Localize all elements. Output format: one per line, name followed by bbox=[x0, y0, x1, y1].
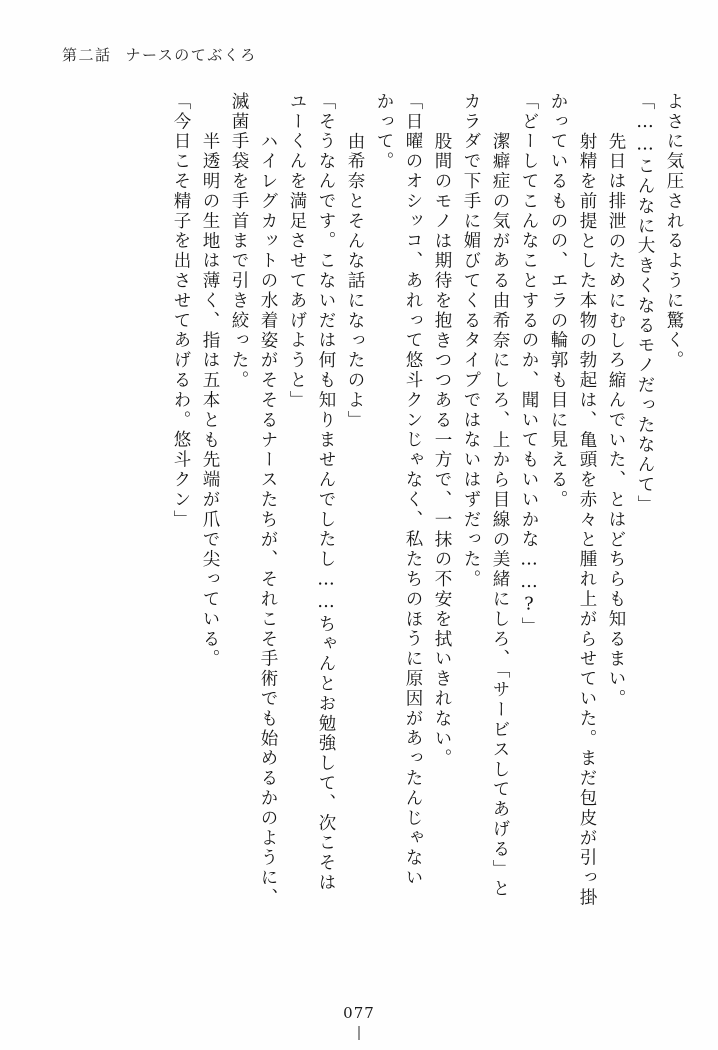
text-line: ユーくんを満足させてあげようと」 bbox=[287, 92, 307, 411]
text-line: ハイレグカットの水着姿がそそるナースたちが、それこそ手術でも始めるかのように、 bbox=[258, 112, 278, 908]
text-line: 潔癖症の気がある由希奈にしろ、上から目線の美緒にしろ、「サービスしてあげる」と bbox=[490, 112, 510, 900]
text-line: 「……こんなに大きくなるモノだったなんて」 bbox=[635, 92, 655, 515]
chapter-number: 第二話 bbox=[62, 46, 112, 64]
bottom-rule-mark bbox=[359, 1026, 360, 1040]
text-line: 先日は排泄のためにむしろ縮んでいた、とはどちらも知るまい。 bbox=[606, 112, 626, 709]
text-line: かっているものの、エラの輪郭も目に見える。 bbox=[548, 92, 568, 510]
text-line: 股間のモノは期待を抱きつつある一方で、一抹の不安を拭いきれない。 bbox=[432, 112, 452, 769]
text-line: カラダで下手に媚びてくるタイプではないはずだった。 bbox=[461, 92, 481, 590]
running-head bbox=[62, 44, 257, 65]
vertical-text-body bbox=[58, 92, 682, 972]
text-line: 由希奈とそんな話になったのよ」 bbox=[345, 112, 365, 431]
text-line: 「そうなんです。こないだは何も知りませんでしたし……ちゃんとお勉強して、次こそは bbox=[316, 92, 336, 893]
text-line: 「どーしてこんなことするのか、聞いてもいいかな……?」 bbox=[519, 92, 539, 637]
text-line: 「今日こそ精子を出させてあげるわ。悠斗クン」 bbox=[171, 92, 191, 530]
text-line: 滅菌手袋を手首まで引き絞った。 bbox=[229, 92, 249, 391]
text-line: かって。 bbox=[374, 92, 394, 172]
text-line: 半透明の生地は薄く、指は五本とも先端が爪で尖っている。 bbox=[200, 112, 220, 670]
text-line: 「日曜のオシッコ、あれって悠斗クンじゃなく、私たちのほうに原因があったんじゃない bbox=[403, 92, 423, 888]
chapter-title: ナースのてぶくろ bbox=[125, 46, 257, 64]
text-line: よさに気圧されるように驚く。 bbox=[664, 92, 684, 371]
page-number: 077 bbox=[343, 1004, 375, 1022]
text-line: 射精を前提とした本物の勃起は、亀頭を赤々と腫れ上がらせていた。まだ包皮が引っ掛 bbox=[577, 112, 597, 908]
